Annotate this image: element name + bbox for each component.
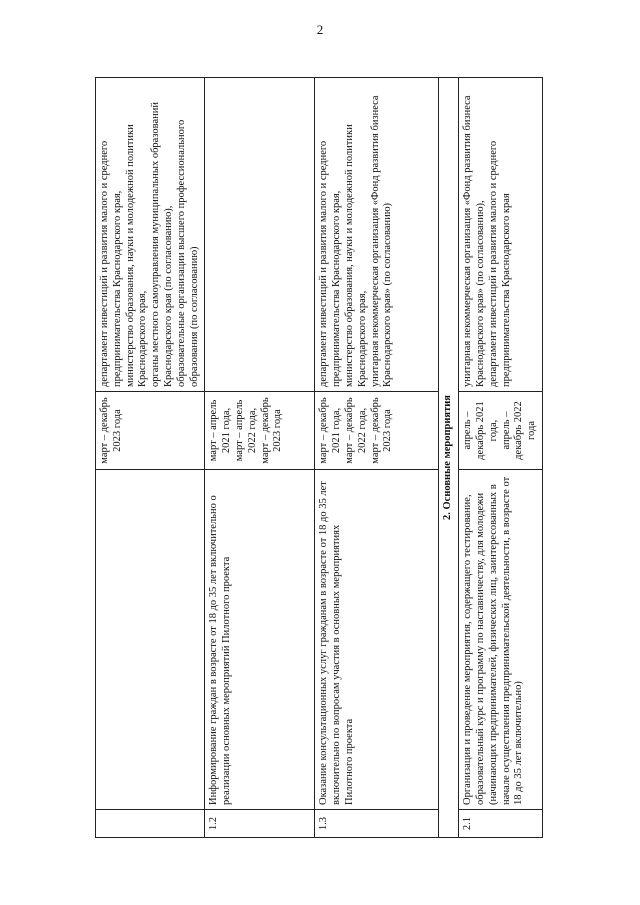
section-title: 2. Основные мероприятия (439, 78, 459, 838)
row-description: Оказание консультационных услуг гражданам в возрасте от 18 до 35 лет включительно по вопросам участия в основных мероприятиях Пилотного проекта (315, 470, 439, 810)
term-line: март – апрель 2021 года, (208, 399, 233, 462)
term-line: апрель – декабрь 2022 года (500, 401, 538, 460)
term-line: март – декабрь 2023 года (259, 397, 284, 464)
row-responsible (459, 78, 543, 392)
responsible-line: департамент инвестиций и развития малого и среднего предпринимательства Краснодарского края, (99, 140, 123, 387)
table-row (96, 78, 205, 838)
row-responsible (315, 78, 439, 392)
measures-table (95, 77, 543, 838)
term-line: март – декабрь 2021 года, (318, 397, 343, 464)
term-line: март – декабрь 2022 года, (343, 397, 368, 464)
row-term (315, 392, 439, 470)
row-number (96, 810, 205, 838)
rotated-table-container (95, 78, 538, 838)
row-term (459, 392, 543, 470)
responsible-line: департамент инвестиций и развития малого и среднего предпринимательства Краснодарского края (487, 140, 512, 387)
row-number: 2.1 (459, 810, 543, 838)
table-row (205, 78, 315, 838)
responsible-line: унитарная некоммерческая организация «Фонд развития бизнеса Краснодарского края» (по согласованию), (462, 95, 486, 387)
responsible-line: образовательные организации высшего профессионального образования (по согласованию) (175, 119, 200, 387)
row-term (205, 392, 315, 470)
row-number: 1.2 (205, 810, 315, 838)
row-description: Организация и проведение мероприятия, содержащего тестирование, образовательный курс и программу по наставничеству, для молодежи (начинающих предпринимателей, физических лиц, заинтересованных в начале осуществления предпринимательской деятельности, в возрасте от 18 до 35 лет включительно) (459, 470, 543, 810)
term-line: март – апрель 2022 года, (233, 399, 258, 462)
row-description: Информирование граждан в возрасте от 18 до 35 лет включительно о реализации основных мероприятий Пилотного проекта (205, 470, 315, 810)
row-responsible (96, 78, 205, 392)
page-number: 2 (316, 22, 324, 37)
responsible-line: органы местного самоуправления муниципальных образований Краснодарского края (по согласованию), (150, 101, 174, 387)
table-row (315, 78, 439, 838)
row-term: март – декабрь 2023 года (96, 392, 205, 470)
responsible-line: министерство образования, науки и молодежной политики Краснодарского края, (124, 124, 149, 387)
row-responsible (205, 78, 315, 392)
term-line: апрель – декабрь 2021 года, (462, 401, 499, 460)
responsible-line: департамент инвестиций и развития малого и среднего предпринимательства Краснодарского края, (318, 140, 343, 387)
responsible-line: министерство образования, науки и молодежной политики Краснодарского края, (343, 124, 368, 387)
term-line: март – декабрь 2023 года (369, 397, 394, 464)
row-number: 1.3 (315, 810, 439, 838)
responsible-line: унитарная некоммерческая организация «Фонд развития бизнеса Краснодарского края» (по согласованию) (369, 95, 394, 387)
row-description (96, 470, 205, 810)
table-row (459, 78, 543, 838)
section-header-row (439, 78, 459, 838)
